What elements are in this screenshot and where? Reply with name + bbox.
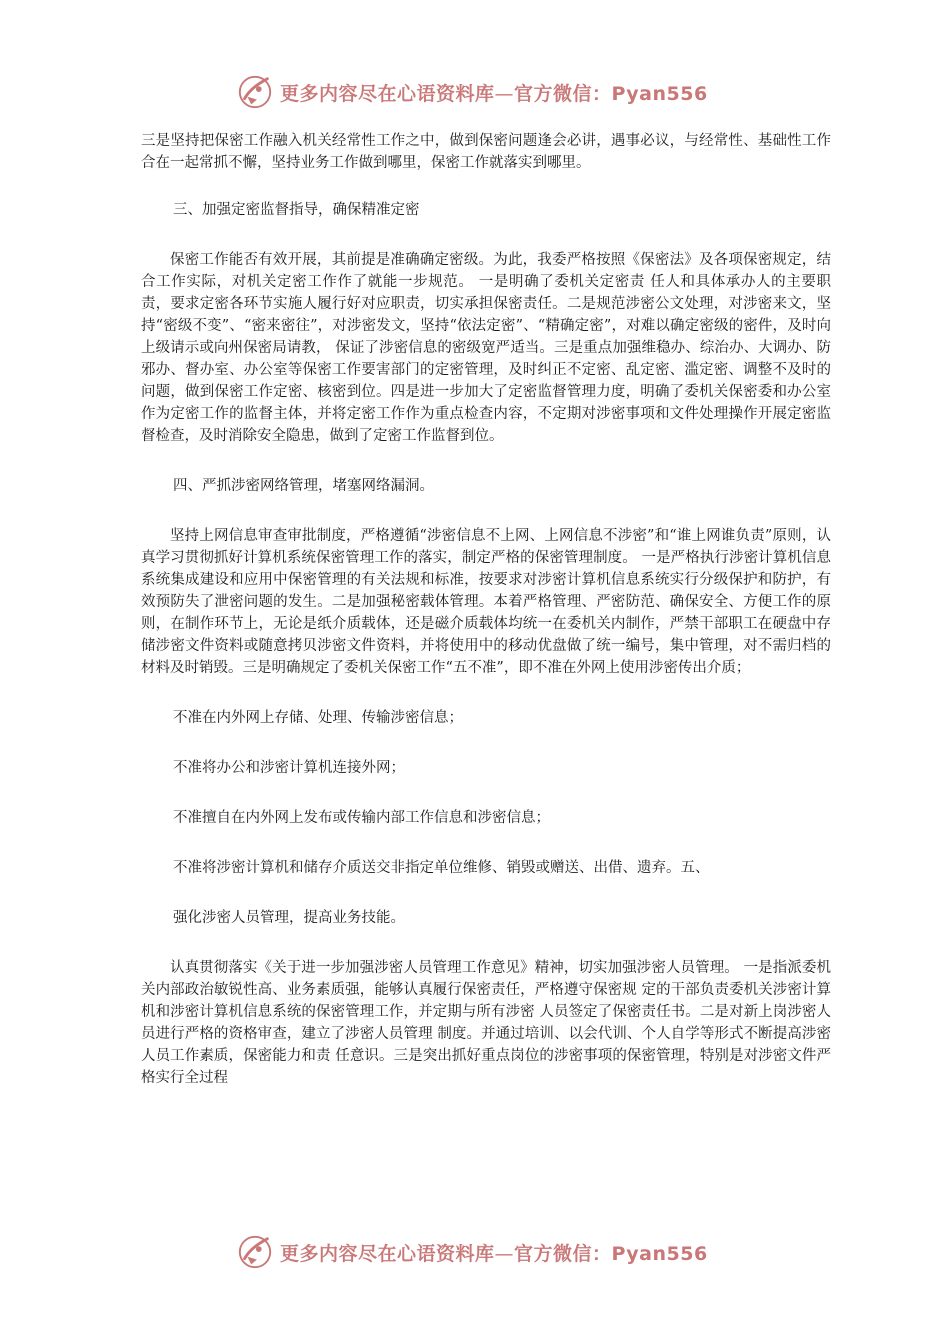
rule-item-2: 不准将办公和涉密计算机连接外网； xyxy=(173,760,405,776)
section-paragraph-4: 坚持上网信息审查审批制度，严格遵循“涉密信息不上网、上网信息不涉密”和“谁上网谁负责”原则，认真学习贯彻抓好计算机系统保密管理工作的落实，制定严格的保密管理制度。 一是严格执行涉密计算机信息系统集成建设和应用中保密管理的有关法规和标准，按要求对涉密计算机信息系统实行分级保护和防护，有效预防失了泄密问题的发生。二是加强秘密载体管理。本着严格管理、严密防范、确保安全、方便工作的原则，在制作环节上，无论是纸介质载体，还是磁介质载体均统一在委机关内制作，严禁干部职工在硬盘中存储涉密文件资料或随意拷贝涉密文件资料，并将使用中的移动优盘做了统一编号，集中管理，对不需归档的材料及时销毁。三是明确规定了委机关保密工作“五不准”，即不准在外网上使用涉密传出介质； xyxy=(141,528,831,676)
section-paragraph-3: 保密工作能否有效开展，其前提是准确确定密级。为此，我委严格按照《保密法》及各项保密规定，结合工作实际，对机关定密工作作了就能一步规范。 一是明确了委机关定密责 任人和具体承办人的主要职责，要求定密各环节实施人履行好对应职责，切实承担保密责任。二是规范涉密公文处理，对涉密来文，坚持“密级不变”、“密来密往”，对涉密发文，坚持“依法定密”、“精确定密”，对难以确定密级的密件，及时向上级请示或向州保密局请教， 保证了涉密信息的密级宽严适当。三是重点加强维稳办、综治办、大调办、防邪办、督办室、办公室等保密工作要害部门的定密管理，及时纠正不定密、乱定密、滥定密、调整不及时的问题，做到保密工作定密、核密到位。四是进一步加大了定密监督管理力度，明确了委机关保密委和办公室作为定密工作的监督主体，并将定密工作作为重点检查内容，不定期对涉密事项和文件处理操作开展定密监督检查，及时消除安全隐患，做到了定密工作监督到位。 xyxy=(141,252,831,444)
section-heading-4: 四、严抓涉密网络管理，堵塞网络漏洞。 xyxy=(173,478,434,494)
banner-main-text: 更多内容尽在心语资料库 xyxy=(280,1242,495,1265)
banner-contact-text: 官方微信：Pyan556 xyxy=(514,82,708,105)
section-paragraph-5: 认真贯彻落实《关于进一步加强涉密人员管理工作意见》精神，切实加强涉密人员管理。 一是指派委机关内部政治敏锐性高、业务素质强，能够认真履行保密责任，严格遵守保密规 定的干部负责委机关涉密计算机和涉密计算机信息系统的保密管理工作，并定期与所有涉密 人员签定了保密责任书。二是对新上岗涉密人员进行严格的资格审查，建立了涉密人员管理 制度。并通过培训、以会代训、个人自学等形式不断提高涉密人员工作素质，保密能力和责 任意识。三是突出抓好重点岗位的涉密事项的保密管理，特别是对涉密文件严格实行全过程 xyxy=(141,960,831,1086)
footer-banner xyxy=(236,1230,708,1274)
section-heading-3: 三、加强定密监督指导，确保精准定密 xyxy=(173,202,420,218)
section-heading-5: 强化涉密人员管理，提高业务技能。 xyxy=(173,910,405,926)
rule-item-4: 不准将涉密计算机和储存介质送交非指定单位维修、销毁或赠送、出借、遗弃。五、 xyxy=(173,860,710,876)
document-body xyxy=(141,130,831,1089)
rule-item-1: 不准在内外网上存储、处理、传输涉密信息； xyxy=(173,710,463,726)
banner-dash: — xyxy=(494,82,515,105)
banner-text xyxy=(280,1239,708,1266)
intro-paragraph: 三是坚持把保密工作融入机关经常性工作之中，做到保密问题逢会必讲，遇事必议，与经常性、基础性工作合在一起常抓不懈，坚持业务工作做到哪里，保密工作就落实到哪里。 xyxy=(141,133,831,171)
banner-contact-text: 官方微信：Pyan556 xyxy=(514,1242,708,1265)
banner-main-text: 更多内容尽在心语资料库 xyxy=(280,82,495,105)
pen-logo-icon xyxy=(236,73,274,111)
header-banner xyxy=(236,70,708,114)
pen-logo-icon xyxy=(236,1233,274,1271)
banner-text xyxy=(280,79,708,106)
rule-item-3: 不准擅自在内外网上发布或传输内部工作信息和涉密信息； xyxy=(173,810,550,826)
banner-dash: — xyxy=(494,1242,515,1265)
